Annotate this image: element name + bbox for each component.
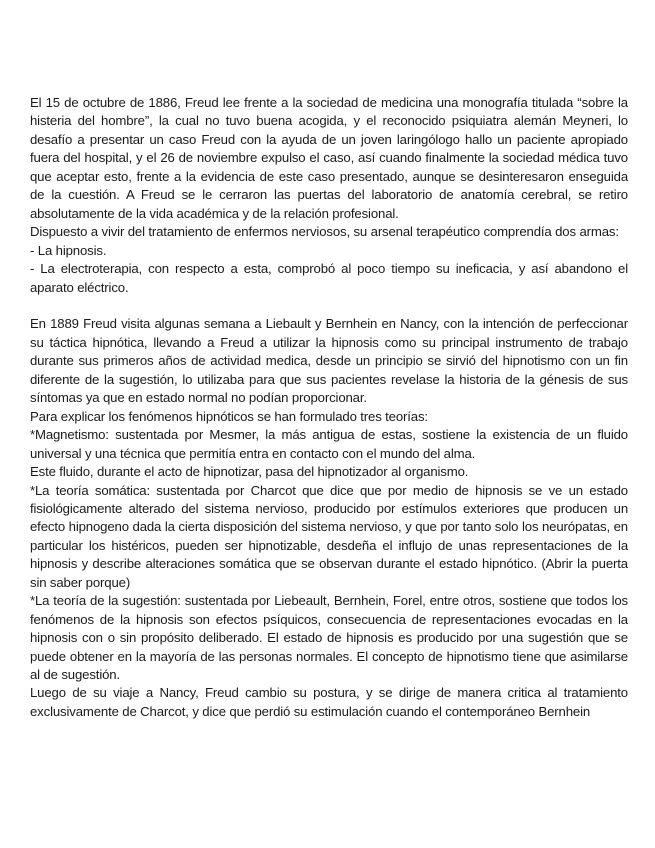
paragraph-freud-1889: En 1889 Freud visita algunas semana a Liebault y Bernhein en Nancy, con la intención de perfeccionar su táctica hipnótica, llevando a Freud a utilizar la hipnosis como su principal instrumento de trabajo durante sus primeros años de actividad medica, desde un principio se sirvió del hipnotismo con un fin diferente de la sugestión, lo utilizaba para que sus pacientes revelase la historia de la génesis de sus síntomas ya que en estado normal no podían proporcionar. xyxy=(30,316,628,406)
paragraph-teoria-sugestion: *La teoría de la sugestión: sustentada por Liebeault, Bernhein, Forel, entre otros, sostiene que todos los fenómenos de la hipnosis son efectos psíquicos, consecuencia de representaciones evocadas en la hipnosis con o sin propósito deliberado. El estado de hipnosis es producido por una sugestión que se puede obtener en la mayoría de las personas normales. El concepto de hipnotismo tiene que asimilarse al de sugestión. xyxy=(30,593,628,683)
paragraph-fluido: Este fluido, durante el acto de hipnotizar, pasa del hipnotizador al organismo. xyxy=(30,464,469,480)
list-item-hipnosis: - La hipnosis. xyxy=(30,242,107,258)
document-page xyxy=(30,94,628,721)
paragraph-viaje-nancy: Luego de su viaje a Nancy, Freud cambio su postura, y se dirige de manera critica al tratamiento exclusivamente de Charcot, y dice que perdió su estimulación cuando el contemporáneo Bernhein xyxy=(30,685,628,719)
list-item-electroterapia: - La electroterapia, con respecto a esta, comprobó al poco tiempo su ineficacia, y así abandono el aparato eléctrico. xyxy=(30,261,628,295)
paragraph-tres-teorias: Para explicar los fenómenos hipnóticos se han formulado tres teorías: xyxy=(30,408,428,424)
paragraph-teoria-somatica: *La teoría somática: sustentada por Charcot que dice que por medio de hipnosis se ve un estado fisiológicamente alterado del sistema nervioso, producido por estímulos exteriores que producen un efecto hipnogeno dada la cierta disposición del sistema nervioso, y que por tanto solo los neurópatas, en particular los histéricos, pueden ser hipnotizable, desdeña el influjo de unas representaciones de la hipnosis y describe alteraciones somática que se observan durante el estado hipnótico. (Abrir la puerta sin saber porque) xyxy=(30,482,628,590)
paragraph-gap xyxy=(30,297,628,315)
paragraph-freud-1886: El 15 de octubre de 1886, Freud lee frente a la sociedad de medicina una monografía titulada “sobre la histeria del hombre”, la cual no tuvo buena acogida, y el reconocido psiquiatra alemán Meyneri, lo desafío a presentar un caso Freud con la ayuda de un joven laringólogo hallo un paciente apropiado fuera del hospital, y el 26 de noviembre expulso el caso, así cuando finalmente la sociedad médica tuvo que aceptar esto, frente a la evidencia de este caso presentado, aunque se desinteresaron enseguida de la cuestión. A Freud se le cerraron las puertas del laboratorio de anatomía cerebral, se retiro absolutamente de la vida académica y de la relación profesional. xyxy=(30,95,628,221)
paragraph-magnetismo: *Magnetismo: sustentada por Mesmer, la más antigua de estas, sostiene la existencia de un fluido universal y una técnica que permitía entra en contacto con el mundo del alma. xyxy=(30,427,628,461)
paragraph-arsenal-terapeutico: Dispuesto a vivir del tratamiento de enfermos nerviosos, su arsenal terapéutico comprendía dos armas: xyxy=(30,224,619,240)
